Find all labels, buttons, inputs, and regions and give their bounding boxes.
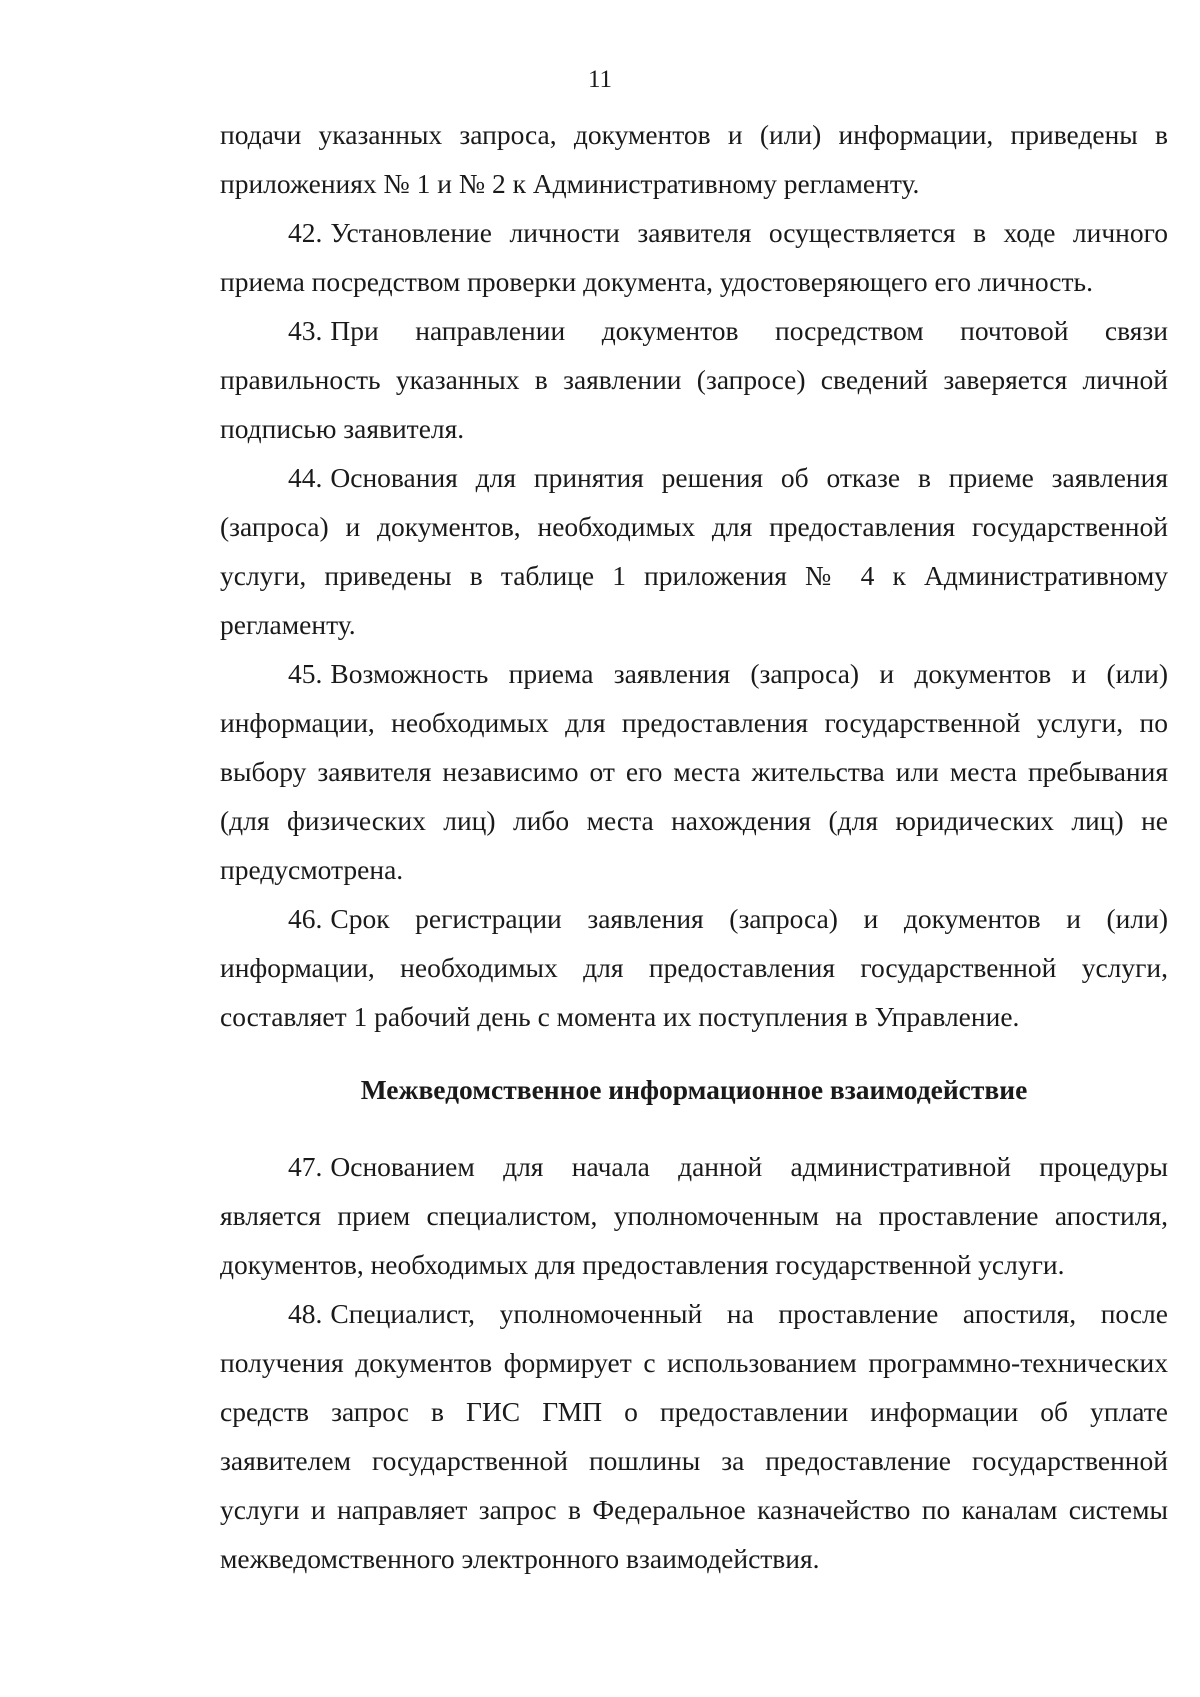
paragraph-number: 42. [288,217,323,248]
paragraph-46 [220,894,1168,1041]
paragraph-text: Основания для принятия решения об отказе в приеме заявления (запроса) и документов, необходимых для предоставления государственной услуги, приведены в таблице 1 приложения № 4 к Административному регламенту. [220,462,1168,640]
paragraph-43 [220,306,1168,453]
paragraph-text: Основанием для начала данной административной процедуры является прием специалистом, уполномоченным на проставление апостиля, документов, необходимых для предоставления государственной услуги. [220,1151,1168,1280]
paragraph-number: 48. [288,1298,323,1329]
paragraph-number: 47. [288,1151,323,1182]
paragraph-text: Специалист, уполномоченный на проставление апостиля, после получения документов формирует с использованием программно-технических средств запрос в ГИС ГМП о предоставлении информации об уплате заявителем государственной пошлины за предоставление государственной услуги и направляет запрос в Федеральное казначейство по каналам системы межведомственного электронного взаимодействия. [220,1298,1168,1574]
page-number: 11 [587,66,613,93]
paragraph-number: 43. [288,315,323,346]
paragraph-text: Возможность приема заявления (запроса) и документов и (или) информации, необходимых для предоставления государственной услуги, по выбору заявителя независимо от его места жительства или места пребывания (для физических лиц) либо места нахождения (для юридических лиц) не предусмотрена. [220,658,1168,885]
section-heading: Межведомственное информационное взаимодействие [360,1074,1028,1105]
paragraph-number: 45. [288,658,323,689]
paragraph-text: Срок регистрации заявления (запроса) и документов и (или) информации, необходимых для предоставления государственной услуги, составляет 1 рабочий день с момента их поступления в Управление. [220,903,1168,1032]
paragraph-continued [220,110,1168,208]
paragraph-number: 46. [288,903,323,934]
paragraph-text: Установление личности заявителя осуществляется в ходе личного приема посредством проверки документа, удостоверяющего его личность. [220,217,1168,297]
paragraph-48 [220,1289,1168,1583]
paragraph-text: подачи указанных запроса, документов и (или) информации, приведены в приложениях № 1 и № 2 к Административному регламенту. [220,119,1168,199]
paragraph-45 [220,649,1168,894]
paragraph-47 [220,1142,1168,1289]
paragraph-44 [220,453,1168,649]
paragraph-text: При направлении документов посредством почтовой связи правильность указанных в заявлении (запросе) сведений заверяется личной подписью заявителя. [220,315,1168,444]
document-body [220,110,1168,1583]
paragraph-number: 44. [288,462,323,493]
paragraph-42 [220,208,1168,306]
